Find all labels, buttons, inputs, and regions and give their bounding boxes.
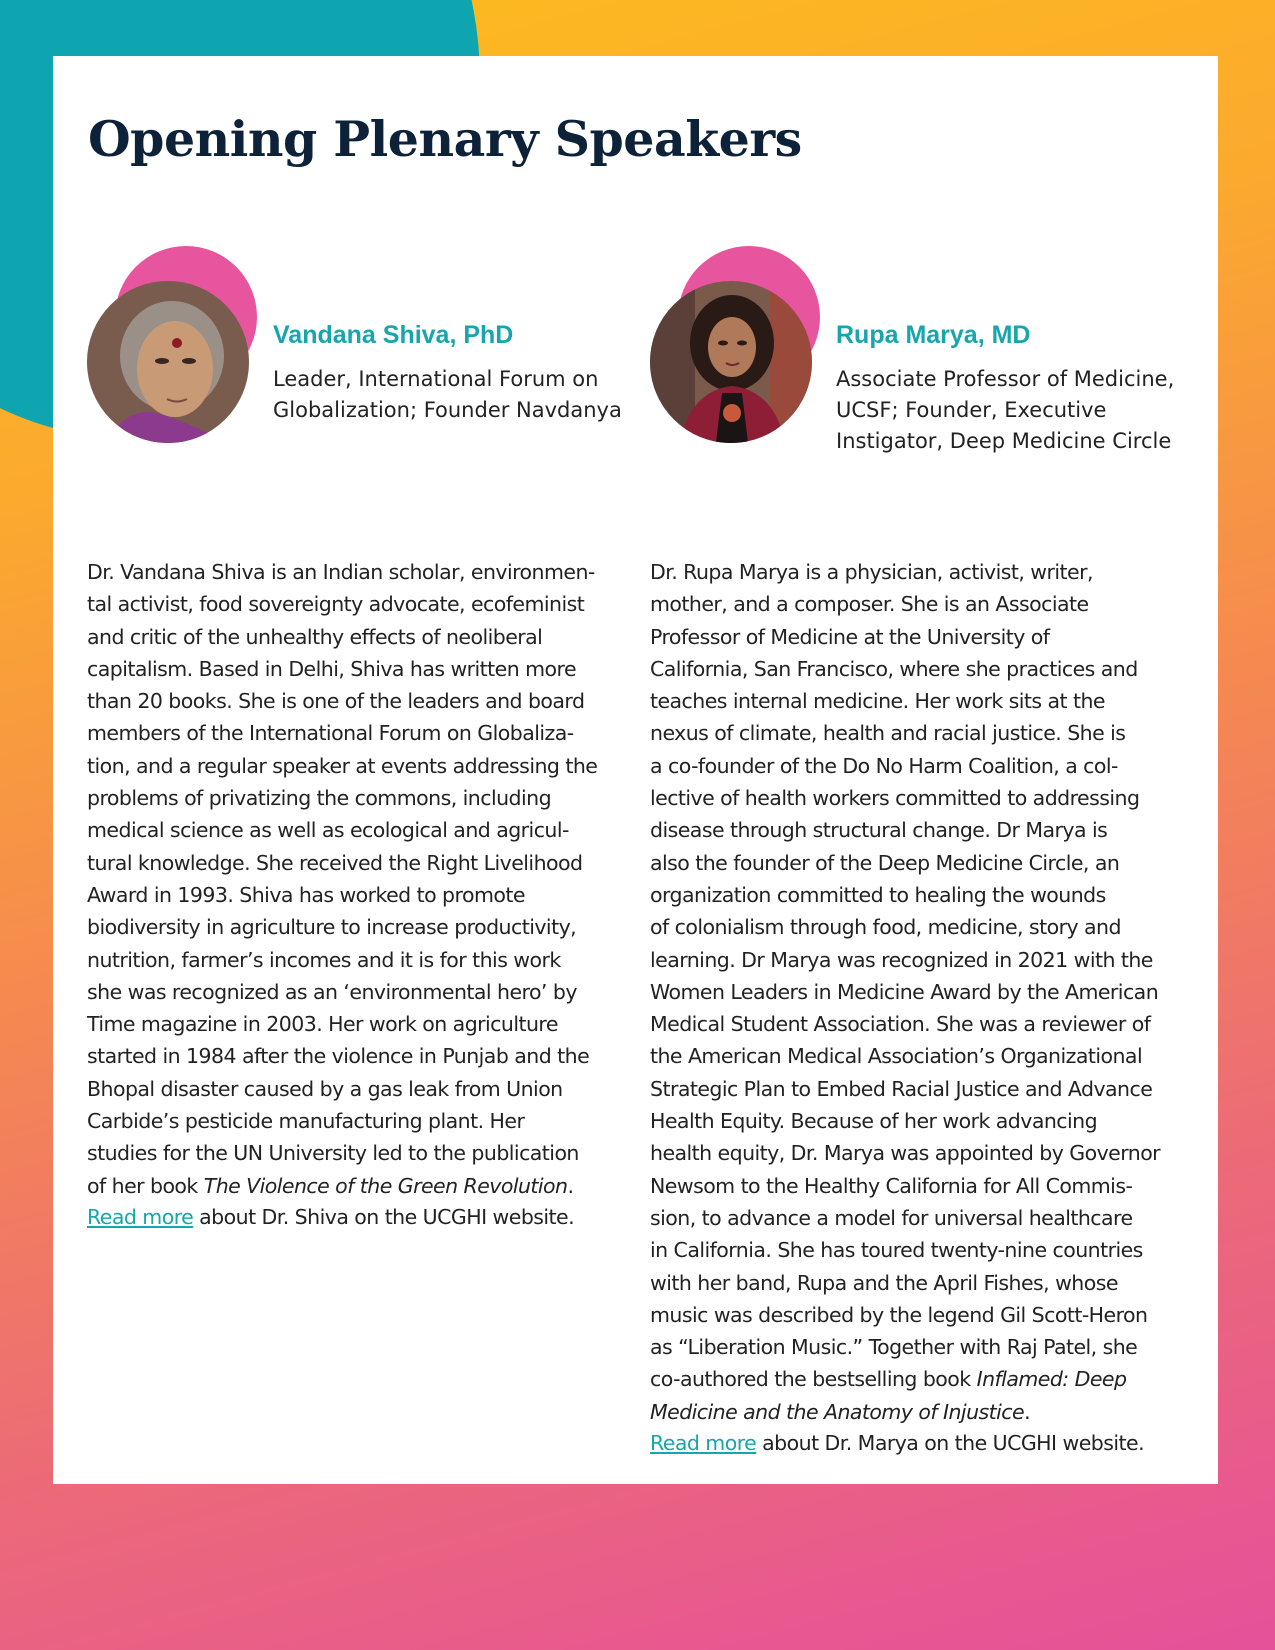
bio-line: also the founder of the Deep Medicine Circle, an (650, 850, 1120, 875)
page-title: Opening Plenary Speakers (88, 110, 802, 168)
speaker-name: Vandana Shiva, PhD (273, 321, 514, 349)
read-more-line (87, 1205, 574, 1229)
bio-line: tion, and a regular speaker at events addressing the (87, 753, 598, 778)
bio-line: and critic of the unhealthy effects of neoliberal (87, 624, 543, 649)
speaker-photo (87, 281, 249, 443)
read-more-text: about Dr. Shiva on the UCGHI website. (193, 1205, 575, 1229)
bio-line: co-authored the bestselling book (650, 1367, 977, 1392)
bio-line: biodiversity in agriculture to increase productivity, (87, 915, 577, 940)
bio-line: music was described by the legend Gil Scott-Heron (650, 1302, 1148, 1327)
bio-line: a co-founder of the Do No Harm Coalition, a col- (650, 753, 1118, 778)
bio-line: than 20 books. She is one of the leaders and board (87, 689, 585, 714)
bio-line: learning. Dr Marya was recognized in 2021 with the (650, 947, 1153, 972)
bio-line: nutrition, farmer’s incomes and it is for this work (87, 947, 561, 972)
content-card (53, 56, 1218, 1484)
bio-line: of colonialism through food, medicine, story and (650, 915, 1121, 940)
bio-line: members of the International Forum on Globaliza- (87, 721, 574, 746)
bio-line: Health Equity. Because of her work advancing (650, 1109, 1098, 1134)
bio-line: of her book (87, 1173, 204, 1198)
read-more-link[interactable]: Read more (87, 1205, 194, 1229)
bio-line: studies for the UN University led to the publication (87, 1141, 579, 1166)
bio-line: organization committed to healing the wounds (650, 882, 1106, 907)
read-more-line (650, 1431, 1144, 1455)
bio-line: health equity, Dr. Marya was appointed by Governor (650, 1141, 1161, 1166)
speaker-photo-frame (87, 246, 262, 446)
bio-end: . (1024, 1399, 1031, 1424)
bio-line: Time magazine in 2003. Her work on agriculture (87, 1012, 558, 1037)
book-title: The Violence of the Green Revolution (203, 1173, 568, 1198)
bio-line: Award in 1993. Shiva has worked to promote (87, 882, 525, 907)
bio-line: disease through structural change. Dr Marya is (650, 818, 1108, 843)
bio-line: California, San Francisco, where she practices and (650, 656, 1138, 681)
bio-line: problems of privatizing the commons, including (87, 786, 552, 811)
bio-line: Dr. Rupa Marya is a physician, activist, writer, (650, 560, 1093, 584)
bio-line: the American Medical Association’s Organizational (650, 1044, 1143, 1069)
bio-line: Women Leaders in Medicine Award by the American (650, 979, 1159, 1004)
bio-line: capitalism. Based in Delhi, Shiva has written more (87, 656, 577, 681)
bio-line: started in 1984 after the violence in Punjab and the (87, 1044, 590, 1069)
read-more-link[interactable]: Read more (650, 1431, 757, 1455)
bio-line: with her band, Rupa and the April Fishes, whose (650, 1270, 1118, 1295)
book-title: Inflamed: Deep Medicine and the Anatomy of Injustice (650, 1367, 1127, 1424)
speaker-bio (650, 556, 1183, 1428)
speaker-photo (650, 281, 812, 443)
bio-line: Newsom to the Healthy California for All Commis- (650, 1173, 1133, 1198)
bio-line: as “Liberation Music.” Together with Raj Patel, she (650, 1335, 1138, 1360)
bio-line: tal activist, food sovereignty advocate, ecofeminist (87, 592, 585, 617)
bio-line: Carbide’s pesticide manufacturing plant. Her (87, 1109, 525, 1134)
bio-line: tural knowledge. She received the Right Livelihood (87, 850, 583, 875)
speaker-role: Leader, International Forum on Globalization; Founder Navdanya (273, 367, 622, 422)
speaker-role: Associate Professor of Medicine, UCSF; Founder, Executive Instigator, Deep Medicine Circle (836, 367, 1175, 453)
bio-line: Professor of Medicine at the University of (650, 624, 1050, 649)
speaker-bio (87, 556, 620, 1202)
speaker-photo-frame (650, 246, 825, 446)
bio-line: in California. She has toured twenty-nine countries (650, 1238, 1143, 1263)
bio-line: medical science as well as ecological and agricul- (87, 818, 569, 843)
bio-line: Medical Student Association. She was a reviewer of (650, 1012, 1151, 1037)
bio-line: teaches internal medicine. Her work sits at the (650, 689, 1105, 714)
bio-line: nexus of climate, health and racial justice. She is (650, 721, 1126, 746)
bio-line: mother, and a composer. She is an Associate (650, 592, 1089, 617)
speaker-name: Rupa Marya, MD (836, 321, 1031, 349)
bio-end: . (567, 1173, 574, 1198)
bio-line: lective of health workers committed to addressing (650, 786, 1140, 811)
bio-line: Bhopal disaster caused by a gas leak from Union (87, 1076, 563, 1101)
bio-line: she was recognized as an ‘environmental hero’ by (87, 979, 577, 1004)
bio-line: sion, to advance a model for universal healthcare (650, 1205, 1133, 1230)
bio-line: Dr. Vandana Shiva is an Indian scholar, environmen- (87, 560, 595, 584)
bio-line: Strategic Plan to Embed Racial Justice and Advance (650, 1076, 1153, 1101)
read-more-text: about Dr. Marya on the UCGHI website. (756, 1431, 1145, 1455)
